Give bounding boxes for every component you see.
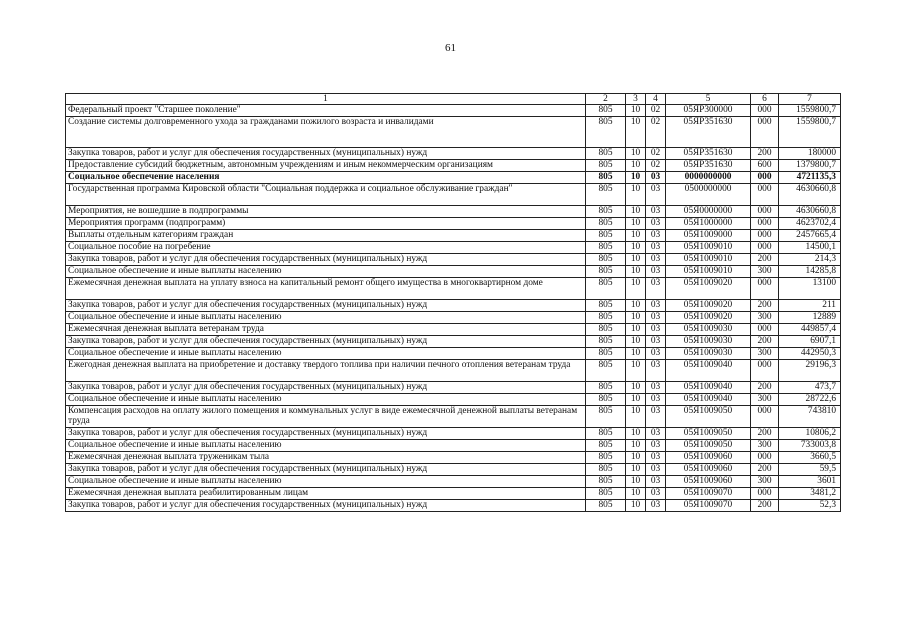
- table-row: [66, 254, 841, 266]
- row-amount-cell: 4630660,8: [779, 206, 841, 218]
- row-code-cell: 300: [751, 312, 779, 324]
- row-name-cell: Мероприятия программ (подпрограмм): [66, 218, 586, 230]
- row-code-cell: 10: [626, 488, 646, 500]
- row-code-cell: 805: [586, 218, 626, 230]
- row-code-cell: 10: [626, 117, 646, 148]
- row-code-cell: 805: [586, 160, 626, 172]
- row-code-cell: 03: [646, 428, 666, 440]
- row-code-cell: 000: [751, 230, 779, 242]
- row-code-cell: 05Я1009030: [666, 336, 751, 348]
- row-name-cell: Ежемесячная денежная выплата ветеранам труда: [66, 324, 586, 336]
- table-row: [66, 230, 841, 242]
- row-code-cell: 10: [626, 476, 646, 488]
- row-code-cell: 03: [646, 278, 666, 300]
- table-row: [66, 242, 841, 254]
- header-cell: 7: [779, 94, 841, 105]
- table-row: [66, 206, 841, 218]
- header-cell: 3: [626, 94, 646, 105]
- table-row: [66, 172, 841, 184]
- row-code-cell: 805: [586, 105, 626, 117]
- row-amount-cell: 6907,1: [779, 336, 841, 348]
- row-code-cell: 05ЯP351630: [666, 148, 751, 160]
- row-code-cell: 10: [626, 428, 646, 440]
- row-code-cell: 200: [751, 300, 779, 312]
- row-amount-cell: 14285,8: [779, 266, 841, 278]
- row-code-cell: 05Я1009000: [666, 230, 751, 242]
- row-code-cell: 03: [646, 218, 666, 230]
- page-number: 61: [445, 42, 456, 54]
- row-code-cell: 805: [586, 184, 626, 206]
- row-code-cell: 05Я1009020: [666, 312, 751, 324]
- row-amount-cell: 211: [779, 300, 841, 312]
- row-name-cell: Социальное обеспечение и иные выплаты населению: [66, 348, 586, 360]
- table-row: [66, 394, 841, 406]
- row-code-cell: 805: [586, 242, 626, 254]
- row-code-cell: 03: [646, 172, 666, 184]
- row-code-cell: 805: [586, 488, 626, 500]
- header-cell: 6: [751, 94, 779, 105]
- row-amount-cell: 3481,2: [779, 488, 841, 500]
- row-code-cell: 02: [646, 117, 666, 148]
- row-code-cell: 200: [751, 254, 779, 266]
- row-code-cell: 10: [626, 206, 646, 218]
- row-code-cell: 000: [751, 488, 779, 500]
- table-row: [66, 160, 841, 172]
- row-code-cell: 10: [626, 105, 646, 117]
- row-code-cell: 03: [646, 360, 666, 382]
- row-code-cell: 10: [626, 160, 646, 172]
- row-amount-cell: 214,3: [779, 254, 841, 266]
- row-name-cell: Социальное обеспечение и иные выплаты населению: [66, 266, 586, 278]
- row-code-cell: 200: [751, 336, 779, 348]
- row-amount-cell: 4630660,8: [779, 184, 841, 206]
- row-code-cell: 805: [586, 406, 626, 428]
- row-name-cell: Закупка товаров, работ и услуг для обеспечения государственных (муниципальных) нужд: [66, 500, 586, 512]
- row-amount-cell: 3660,5: [779, 452, 841, 464]
- header-cell: 4: [646, 94, 666, 105]
- row-code-cell: 10: [626, 382, 646, 394]
- row-code-cell: 03: [646, 300, 666, 312]
- row-code-cell: 10: [626, 452, 646, 464]
- row-code-cell: 10: [626, 312, 646, 324]
- row-name-cell: Закупка товаров, работ и услуг для обеспечения государственных (муниципальных) нужд: [66, 300, 586, 312]
- table-row: [66, 312, 841, 324]
- row-code-cell: 805: [586, 428, 626, 440]
- row-code-cell: 05Я1009060: [666, 476, 751, 488]
- row-code-cell: 03: [646, 452, 666, 464]
- row-code-cell: 805: [586, 206, 626, 218]
- row-code-cell: 000: [751, 117, 779, 148]
- row-code-cell: 300: [751, 348, 779, 360]
- row-name-cell: Закупка товаров, работ и услуг для обеспечения государственных (муниципальных) нужд: [66, 336, 586, 348]
- row-code-cell: 10: [626, 266, 646, 278]
- row-code-cell: 000: [751, 218, 779, 230]
- row-code-cell: 805: [586, 278, 626, 300]
- row-code-cell: 03: [646, 464, 666, 476]
- row-code-cell: 03: [646, 406, 666, 428]
- row-code-cell: 05ЯP351630: [666, 117, 751, 148]
- row-code-cell: 000: [751, 278, 779, 300]
- row-code-cell: 10: [626, 218, 646, 230]
- row-name-cell: Социальное обеспечение и иные выплаты населению: [66, 476, 586, 488]
- row-code-cell: 05Я1009020: [666, 300, 751, 312]
- row-code-cell: 05Я1009020: [666, 278, 751, 300]
- table-row: [66, 452, 841, 464]
- row-code-cell: 10: [626, 440, 646, 452]
- row-code-cell: 05Я1009040: [666, 382, 751, 394]
- row-code-cell: 0500000000: [666, 184, 751, 206]
- row-code-cell: 03: [646, 242, 666, 254]
- row-code-cell: 000: [751, 324, 779, 336]
- row-name-cell: Ежемесячная денежная выплата труженикам тыла: [66, 452, 586, 464]
- row-code-cell: 03: [646, 348, 666, 360]
- row-code-cell: 10: [626, 242, 646, 254]
- row-amount-cell: 28722,6: [779, 394, 841, 406]
- table-row: [66, 360, 841, 382]
- row-code-cell: 10: [626, 230, 646, 242]
- row-code-cell: 10: [626, 148, 646, 160]
- table-row: [66, 464, 841, 476]
- row-code-cell: 000: [751, 452, 779, 464]
- header-cell: 5: [666, 94, 751, 105]
- row-code-cell: 10: [626, 300, 646, 312]
- row-code-cell: 03: [646, 206, 666, 218]
- row-amount-cell: 14500,1: [779, 242, 841, 254]
- row-code-cell: 10: [626, 336, 646, 348]
- row-code-cell: 03: [646, 488, 666, 500]
- table-row: [66, 348, 841, 360]
- row-code-cell: 300: [751, 440, 779, 452]
- row-code-cell: 03: [646, 476, 666, 488]
- row-amount-cell: 4721135,3: [779, 172, 841, 184]
- row-amount-cell: 12889: [779, 312, 841, 324]
- row-code-cell: 805: [586, 394, 626, 406]
- row-code-cell: 805: [586, 476, 626, 488]
- row-amount-cell: 59,5: [779, 464, 841, 476]
- row-code-cell: 000: [751, 360, 779, 382]
- table-row: [66, 476, 841, 488]
- table-row: [66, 278, 841, 300]
- row-code-cell: 05Я0000000: [666, 206, 751, 218]
- row-code-cell: 05Я1009050: [666, 440, 751, 452]
- row-code-cell: 805: [586, 324, 626, 336]
- row-code-cell: 10: [626, 464, 646, 476]
- row-code-cell: 10: [626, 184, 646, 206]
- table-row: [66, 184, 841, 206]
- row-code-cell: 300: [751, 476, 779, 488]
- row-name-cell: Ежемесячная денежная выплата реабилитированным лицам: [66, 488, 586, 500]
- row-code-cell: 05Я1009010: [666, 242, 751, 254]
- row-code-cell: 805: [586, 348, 626, 360]
- row-code-cell: 02: [646, 148, 666, 160]
- row-name-cell: Закупка товаров, работ и услуг для обеспечения государственных (муниципальных) нужд: [66, 464, 586, 476]
- table-row: [66, 500, 841, 512]
- row-code-cell: 05ЯP300000: [666, 105, 751, 117]
- row-amount-cell: 52,3: [779, 500, 841, 512]
- budget-table: [65, 93, 841, 512]
- table-row: [66, 324, 841, 336]
- row-code-cell: 05Я1009070: [666, 488, 751, 500]
- row-code-cell: 000: [751, 172, 779, 184]
- row-code-cell: 805: [586, 382, 626, 394]
- row-code-cell: 200: [751, 500, 779, 512]
- row-code-cell: 10: [626, 500, 646, 512]
- row-code-cell: 805: [586, 500, 626, 512]
- row-code-cell: 805: [586, 312, 626, 324]
- row-code-cell: 02: [646, 105, 666, 117]
- row-name-cell: Создание системы долговременного ухода за гражданами пожилого возраста и инвалидами: [66, 117, 586, 148]
- row-amount-cell: 449857,4: [779, 324, 841, 336]
- row-code-cell: 03: [646, 266, 666, 278]
- row-code-cell: 0000000000: [666, 172, 751, 184]
- row-code-cell: 03: [646, 254, 666, 266]
- row-code-cell: 10: [626, 172, 646, 184]
- table-row: [66, 336, 841, 348]
- header-cell: 1: [66, 94, 586, 105]
- header-cell: 2: [586, 94, 626, 105]
- row-code-cell: 05Я1009060: [666, 464, 751, 476]
- row-name-cell: Закупка товаров, работ и услуг для обеспечения государственных (муниципальных) нужд: [66, 382, 586, 394]
- row-code-cell: 300: [751, 266, 779, 278]
- row-amount-cell: 1559800,7: [779, 105, 841, 117]
- row-code-cell: 805: [586, 117, 626, 148]
- row-amount-cell: 10806,2: [779, 428, 841, 440]
- row-code-cell: 03: [646, 230, 666, 242]
- row-code-cell: 600: [751, 160, 779, 172]
- row-code-cell: 10: [626, 406, 646, 428]
- row-code-cell: 805: [586, 148, 626, 160]
- row-amount-cell: 180000: [779, 148, 841, 160]
- row-amount-cell: 29196,3: [779, 360, 841, 382]
- row-code-cell: 000: [751, 184, 779, 206]
- table-row: [66, 406, 841, 428]
- row-code-cell: 805: [586, 254, 626, 266]
- table-row: [66, 440, 841, 452]
- row-code-cell: 05Я1009060: [666, 452, 751, 464]
- row-name-cell: Компенсация расходов на оплату жилого помещения и коммунальных услуг в виде ежемесячной денежной выплаты ветеранам труда: [66, 406, 586, 428]
- row-code-cell: 03: [646, 184, 666, 206]
- row-code-cell: 03: [646, 382, 666, 394]
- row-name-cell: Социальное обеспечение и иные выплаты населению: [66, 312, 586, 324]
- row-name-cell: Социальное обеспечение населения: [66, 172, 586, 184]
- row-name-cell: Закупка товаров, работ и услуг для обеспечения государственных (муниципальных) нужд: [66, 254, 586, 266]
- row-amount-cell: 2457665,4: [779, 230, 841, 242]
- row-name-cell: Мероприятия, не вошедшие в подпрограммы: [66, 206, 586, 218]
- row-code-cell: 805: [586, 266, 626, 278]
- row-code-cell: 05Я1009010: [666, 254, 751, 266]
- row-code-cell: 05Я1009030: [666, 348, 751, 360]
- row-code-cell: 10: [626, 254, 646, 266]
- row-code-cell: 10: [626, 278, 646, 300]
- row-amount-cell: 13100: [779, 278, 841, 300]
- table-row: [66, 266, 841, 278]
- row-code-cell: 000: [751, 206, 779, 218]
- row-code-cell: 10: [626, 360, 646, 382]
- table-row: [66, 428, 841, 440]
- row-code-cell: 200: [751, 428, 779, 440]
- row-name-cell: Ежемесячная денежная выплата на уплату взноса на капитальный ремонт общего имущества в многоквартирном доме: [66, 278, 586, 300]
- row-code-cell: 02: [646, 160, 666, 172]
- row-name-cell: Выплаты отдельным категориям граждан: [66, 230, 586, 242]
- row-name-cell: Государственная программа Кировской области "Социальная поддержка и социальное обслуживание граждан": [66, 184, 586, 206]
- row-code-cell: 05Я1009040: [666, 360, 751, 382]
- table-row: [66, 300, 841, 312]
- row-code-cell: 03: [646, 324, 666, 336]
- row-code-cell: 03: [646, 500, 666, 512]
- row-code-cell: 05Я1009030: [666, 324, 751, 336]
- row-code-cell: 03: [646, 440, 666, 452]
- row-code-cell: 805: [586, 440, 626, 452]
- table-header-row: [66, 94, 841, 105]
- row-amount-cell: 1379800,7: [779, 160, 841, 172]
- row-code-cell: 805: [586, 452, 626, 464]
- row-name-cell: Социальное обеспечение и иные выплаты населению: [66, 440, 586, 452]
- row-code-cell: 805: [586, 464, 626, 476]
- row-code-cell: 05Я1009040: [666, 394, 751, 406]
- row-name-cell: Закупка товаров, работ и услуг для обеспечения государственных (муниципальных) нужд: [66, 428, 586, 440]
- row-amount-cell: 473,7: [779, 382, 841, 394]
- row-code-cell: 300: [751, 394, 779, 406]
- row-amount-cell: 743810: [779, 406, 841, 428]
- row-name-cell: Закупка товаров, работ и услуг для обеспечения государственных (муниципальных) нужд: [66, 148, 586, 160]
- row-code-cell: 805: [586, 172, 626, 184]
- table-row: [66, 148, 841, 160]
- row-code-cell: 03: [646, 394, 666, 406]
- row-code-cell: 05Я1000000: [666, 218, 751, 230]
- row-code-cell: 200: [751, 382, 779, 394]
- row-code-cell: 05Я1009010: [666, 266, 751, 278]
- table-row: [66, 488, 841, 500]
- row-code-cell: 805: [586, 360, 626, 382]
- row-code-cell: 200: [751, 464, 779, 476]
- row-code-cell: 10: [626, 394, 646, 406]
- table-row: [66, 117, 841, 148]
- table-row: [66, 382, 841, 394]
- row-name-cell: Социальное пособие на погребение: [66, 242, 586, 254]
- row-code-cell: 805: [586, 300, 626, 312]
- table-row: [66, 218, 841, 230]
- row-code-cell: 000: [751, 105, 779, 117]
- row-code-cell: 05Я1009050: [666, 406, 751, 428]
- row-code-cell: 000: [751, 242, 779, 254]
- row-code-cell: 05ЯP351630: [666, 160, 751, 172]
- row-name-cell: Предоставление субсидий бюджетным, автономным учреждениям и иным некоммерческим организациям: [66, 160, 586, 172]
- row-amount-cell: 1559800,7: [779, 117, 841, 148]
- row-code-cell: 200: [751, 148, 779, 160]
- row-amount-cell: 733003,8: [779, 440, 841, 452]
- row-amount-cell: 4623702,4: [779, 218, 841, 230]
- table-row: [66, 105, 841, 117]
- row-name-cell: Федеральный проект "Старшее поколение": [66, 105, 586, 117]
- row-name-cell: Социальное обеспечение и иные выплаты населению: [66, 394, 586, 406]
- row-code-cell: 000: [751, 406, 779, 428]
- row-code-cell: 805: [586, 336, 626, 348]
- row-code-cell: 10: [626, 348, 646, 360]
- row-amount-cell: 442950,3: [779, 348, 841, 360]
- row-code-cell: 03: [646, 336, 666, 348]
- row-name-cell: Ежегодная денежная выплата на приобретение и доставку твердого топлива при наличии печного отопления ветеранам труда: [66, 360, 586, 382]
- row-code-cell: 05Я1009070: [666, 500, 751, 512]
- row-code-cell: 05Я1009050: [666, 428, 751, 440]
- row-code-cell: 805: [586, 230, 626, 242]
- row-amount-cell: 3601: [779, 476, 841, 488]
- row-code-cell: 10: [626, 324, 646, 336]
- row-code-cell: 03: [646, 312, 666, 324]
